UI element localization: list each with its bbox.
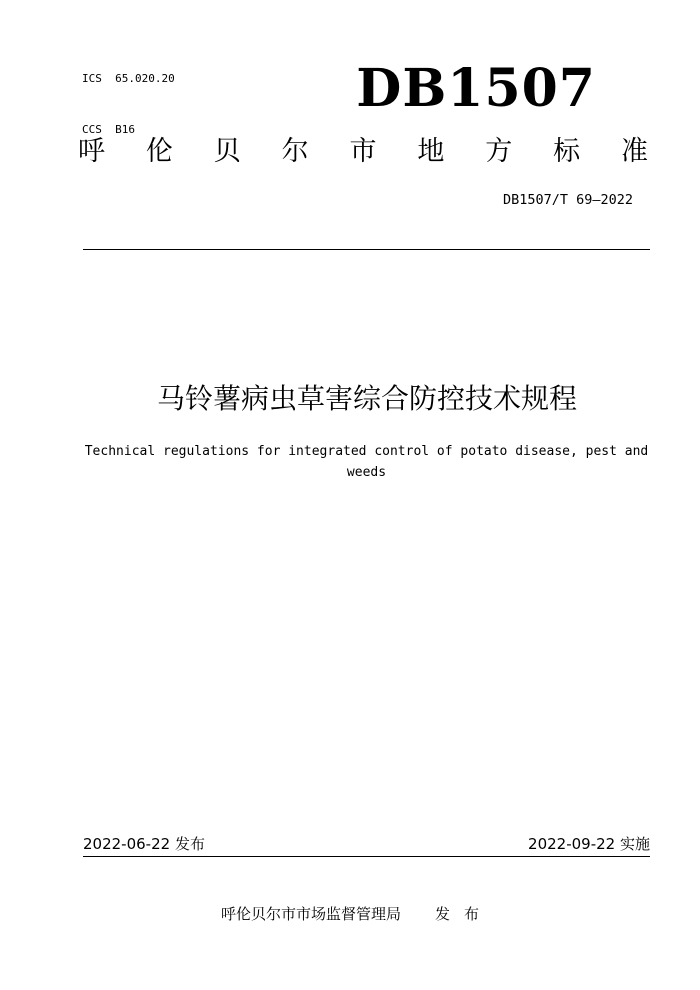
standard-type-char: 贝 <box>213 136 241 167</box>
standard-type-char: 方 <box>485 136 513 167</box>
ccs-code: CCS B16 <box>82 123 135 136</box>
standard-type-char: 市 <box>349 136 377 167</box>
standard-type-char: 标 <box>553 136 581 167</box>
implement-date: 2022-09-22 实施 <box>528 835 650 853</box>
standard-type-char: 准 <box>621 136 648 167</box>
issuer-action: 发布 <box>435 905 494 923</box>
title-chinese: 马铃薯病虫草害综合防控技术规程 <box>156 382 577 415</box>
title-english: Technical regulations for integrated control of potato disease, pest and weeds <box>84 444 649 480</box>
standard-type-char: 尔 <box>281 136 309 167</box>
ics-code: ICS 65.020.20 <box>82 72 175 85</box>
bottom-divider <box>83 856 650 857</box>
standard-type <box>78 134 648 170</box>
issuer-name: 呼伦贝尔市市场监督管理局 <box>221 905 402 923</box>
issuer <box>221 903 493 925</box>
standard-code: DB1507 <box>356 58 596 119</box>
standard-number: DB1507/T 69—2022 <box>502 192 633 208</box>
top-divider <box>83 249 650 250</box>
standard-type-char: 呼 <box>78 136 105 167</box>
standard-type-char: 地 <box>417 136 445 167</box>
issue-date: 2022-06-22 发布 <box>83 835 205 853</box>
standard-type-char: 伦 <box>145 136 173 167</box>
